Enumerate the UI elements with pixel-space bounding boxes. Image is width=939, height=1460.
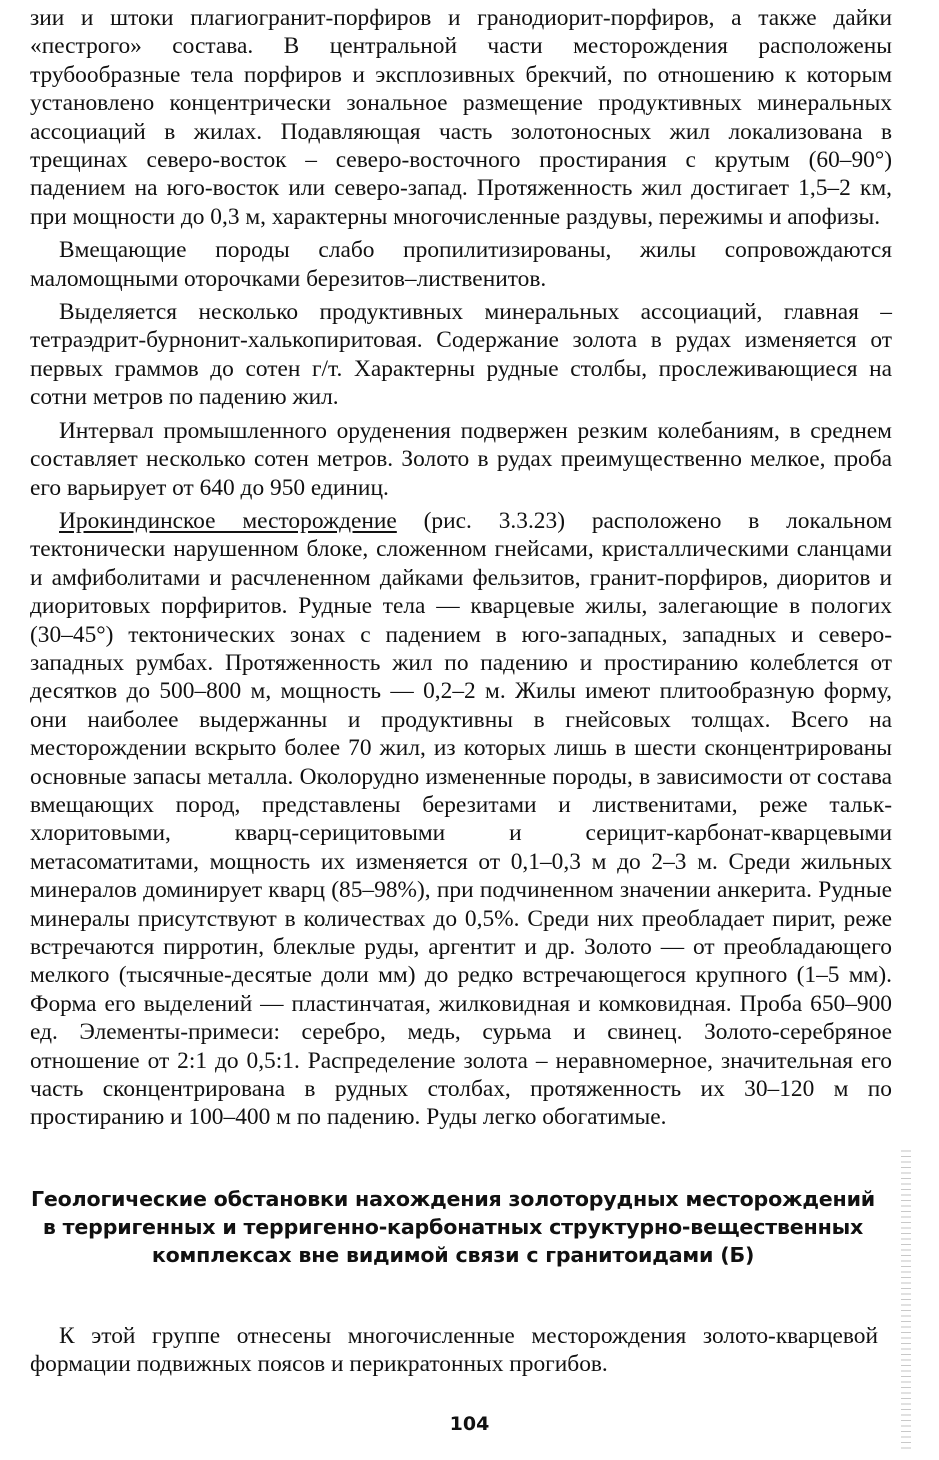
document-page xyxy=(30,4,892,1132)
paragraph-5 xyxy=(30,507,892,1132)
deposit-name: Ирокиндинское месторождение xyxy=(59,507,397,534)
section-lead-paragraph: К этой группе отнесены многочисленные месторождения золото-кварцевой формации подвижных поясов и перикратонных прогибов. xyxy=(30,1323,878,1378)
section-heading: Геологические обстановки нахождения золоторудных месторождений в терригенных и терригенно-карбонатных структурно-вещественных комплексах вне видимой связи с гранитоидами (Б) xyxy=(30,1187,876,1267)
paragraph-5-text: (рис. 3.3.23) расположено в локальном тектонически нарушенном блоке, сложенном гнейсами, кристаллическими сланцами и амфиболитами и расчлененном дайками фельзитов, гранит-порфиров, диоритов и диоритовых порфиритов. Рудные тела — кварцевые жилы, залегающие в пологих (30–45°) тектонических зонах с падением в юго-западных, западных и северо-западных румбах. Протяженность жил по падению и простиранию колеблется от десятков до 500–800 м, мощность — 0,2–2 м. Жилы имеют плитообразную форму, они наиболее выдержанны и продуктивны в гнейсовых толщах. Всего на месторождении вскрыто более 70 жил, из которых лишь в шести сконцентрированы основные запасы металла. Околорудно измененные породы, в зависимости от состава вмещающих пород, представлены березитами и лиственитами, реже тальк-хлоритовыми, кварц-серицитовыми и серицит-карбонат-кварцевыми метасоматитами, мощность их изменяется от 0,1–0,3 м до 2–3 м. Среди жильных минералов доминирует кварц (85–98%), при подчиненном значении анкерита. Рудные минералы присутствуют в количествах до 0,5%. Среди них преобладает пирит, реже встречаются пирротин, блеклые руды, аргентит и др. Золото — от преобладающего мелкого (тысячные-десятые доли мм) до редко встречающегося крупного (1–5 мм). Форма его выделений — пластинчатая, жилковидная и комковидная. Проба 650–900 ед. Элементы-примеси: серебро, медь, сурьма и свинец. Золото-серебряное отношение от 2:1 до 0,5:1. Распределение золота – неравномерное, значительная его часть сконцентрирована в рудных столбах, протяженность их 30–120 м по простиранию и 100–400 м по падению. Руды легко обогатимые. xyxy=(30,507,892,1131)
paragraph-1: зии и штоки плагиогранит-порфиров и гранодиорит-порфиров, а также дайки «пестрого» состава. В центральной части месторождения расположены трубообразные тела порфиров и эксплозивных брекчий, по отношению к которым установлено концентрически зональное размещение продуктивных минеральных ассоциаций в жилах. Подавляющая часть золотоносных жил локализована в трещинах северо-восток – северо-восточного простирания с крутым (60–90°) падением на юго-восток или северо-запад. Протяженность жил достигает 1,5–2 км, при мощности до 0,3 м, характерны многочисленные раздувы, пережимы и апофизы. xyxy=(30,5,892,230)
scan-edge-artifact xyxy=(901,1150,911,1450)
page-number: 104 xyxy=(449,1413,490,1435)
paragraph-4: Интервал промышленного оруденения подвержен резким колебаниям, в среднем составляет несколько сотен метров. Золото в рудах преимущественно мелкое, проба его варьирует от 640 до 950 единиц. xyxy=(30,417,892,501)
paragraph-2: Вмещающие породы слабо пропилитизированы, жилы сопровождаются маломощными оторочками березитов–лиственитов. xyxy=(30,237,892,292)
paragraph-3: Выделяется несколько продуктивных минеральных ассоциаций, главная – тетраэдрит-бурнонит-халькопиритовая. Содержание золота в рудах изменяется от первых граммов до сотен г/т. Характерны рудные столбы, прослеживающиеся на сотни метров по падению жил. xyxy=(30,299,892,411)
